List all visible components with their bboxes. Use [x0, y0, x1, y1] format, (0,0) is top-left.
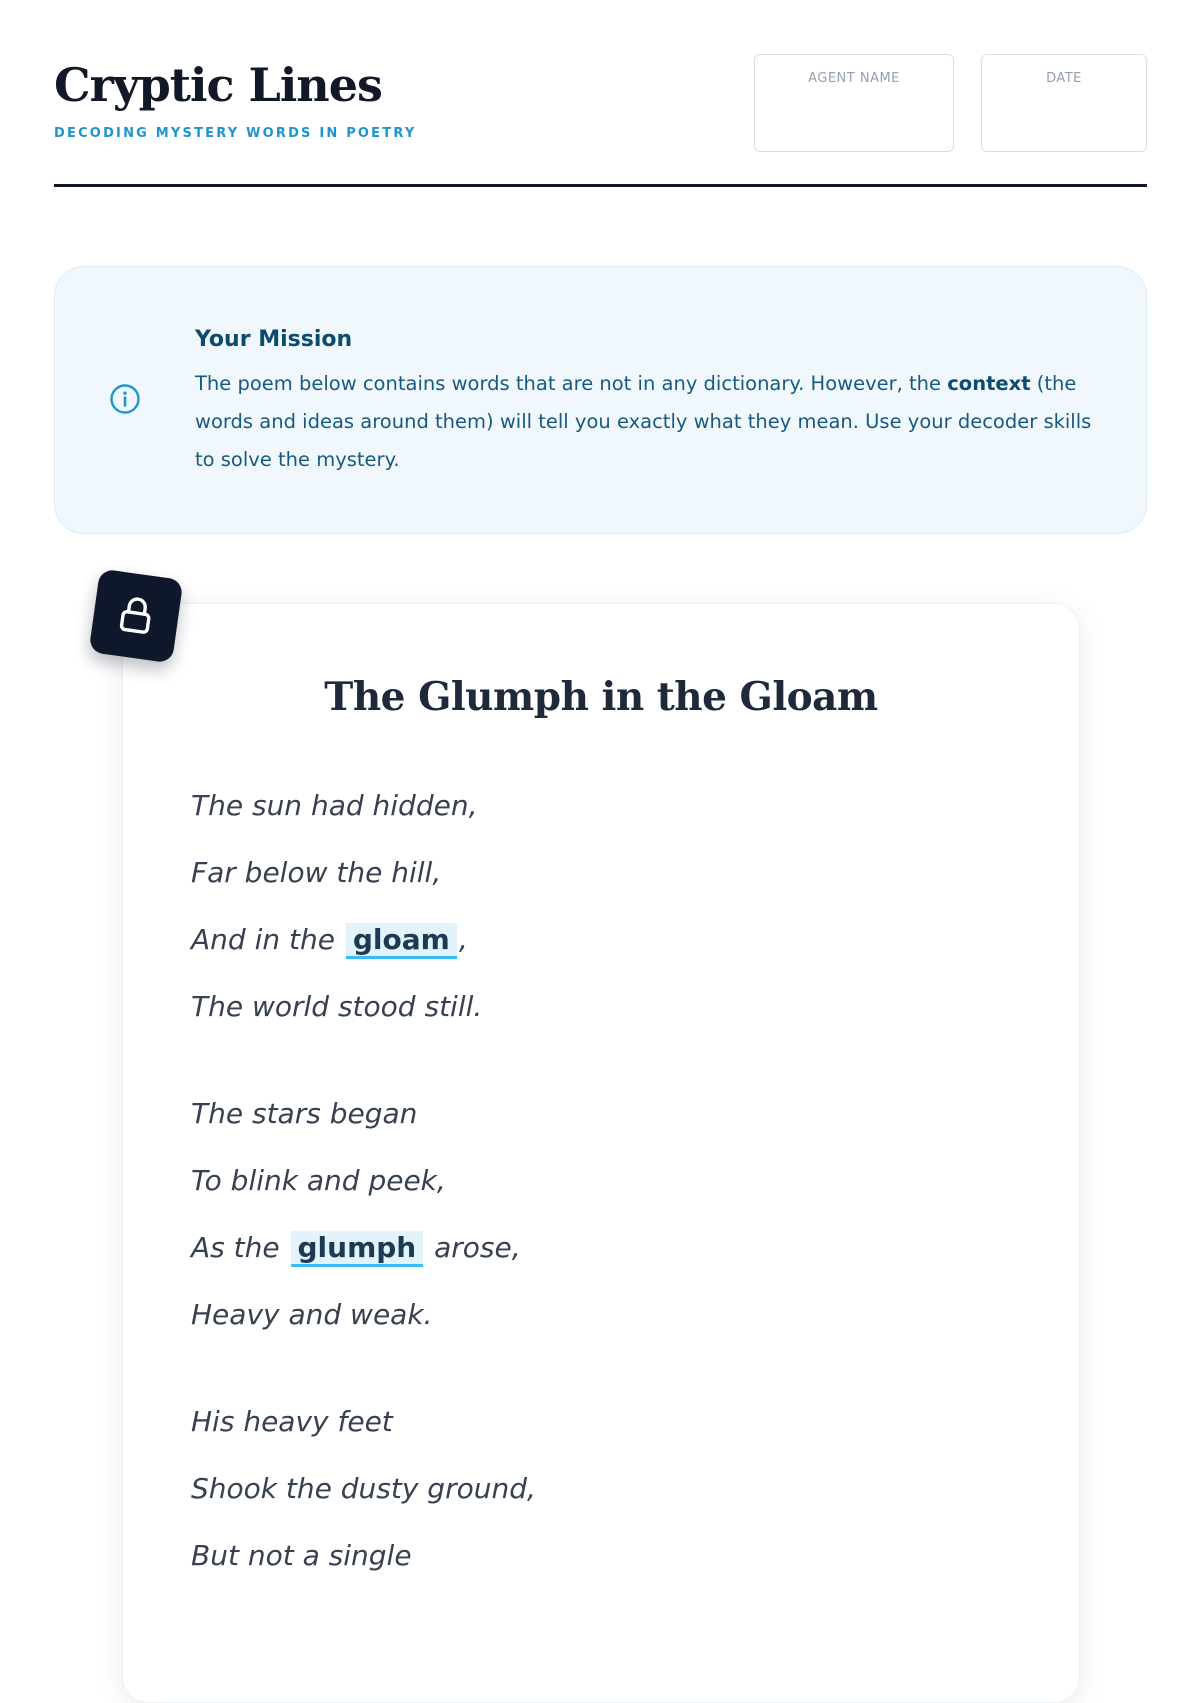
date-field[interactable]: [981, 54, 1147, 152]
worksheet-header: [54, 54, 1147, 187]
page-title: Cryptic Lines: [54, 58, 382, 112]
poem-line-text: ,: [458, 923, 468, 956]
poem-body: [191, 772, 1011, 1629]
mission-context-term: context: [947, 372, 1031, 395]
poem-stanza: [191, 772, 1011, 1040]
mission-box: [54, 266, 1147, 534]
date-label: DATE: [1046, 71, 1082, 86]
poem-card: [122, 603, 1080, 1703]
mission-text-part: (the words and ideas around them) will tell you exactly what they mean. Use your decoder skills to solve the mystery.: [195, 372, 1092, 471]
poem-line: Far below the hill,: [191, 856, 442, 889]
poem-stanza: [191, 1080, 1011, 1348]
poem-line: His heavy feet: [191, 1405, 393, 1438]
lock-icon: [113, 591, 158, 638]
mission-text-part: The poem below contains words that are not in any dictionary. However, the: [195, 372, 948, 395]
poem-line-text: And in the: [191, 923, 344, 956]
poem-line: The world stood still.: [191, 990, 483, 1023]
poem-title: The Glumph in the Gloam: [324, 674, 878, 720]
agent-name-label: AGENT NAME: [808, 71, 900, 86]
poem-line: But not a single: [191, 1539, 412, 1572]
info-icon: [109, 383, 141, 415]
agent-name-field[interactable]: [754, 54, 954, 152]
mission-title: Your Mission: [195, 327, 353, 352]
mission-text: [195, 365, 1095, 479]
poem-stanza: [191, 1388, 1011, 1589]
poem-line: The stars began: [191, 1097, 418, 1130]
poem-line-text: As the: [191, 1231, 289, 1264]
poem-line: Heavy and weak.: [191, 1298, 433, 1331]
poem-line: The sun had hidden,: [191, 789, 478, 822]
poem-line: [191, 906, 1011, 973]
mystery-word[interactable]: glumph: [291, 1231, 424, 1267]
poem-line-text: arose,: [425, 1231, 521, 1264]
mystery-word[interactable]: gloam: [346, 923, 457, 959]
page-subtitle: DECODING MYSTERY WORDS IN POETRY: [54, 126, 417, 141]
poem-line: [191, 1214, 1011, 1281]
poem-line: Shook the dusty ground,: [191, 1472, 536, 1505]
poem-line: To blink and peek,: [191, 1164, 446, 1197]
lock-badge: [89, 569, 184, 664]
